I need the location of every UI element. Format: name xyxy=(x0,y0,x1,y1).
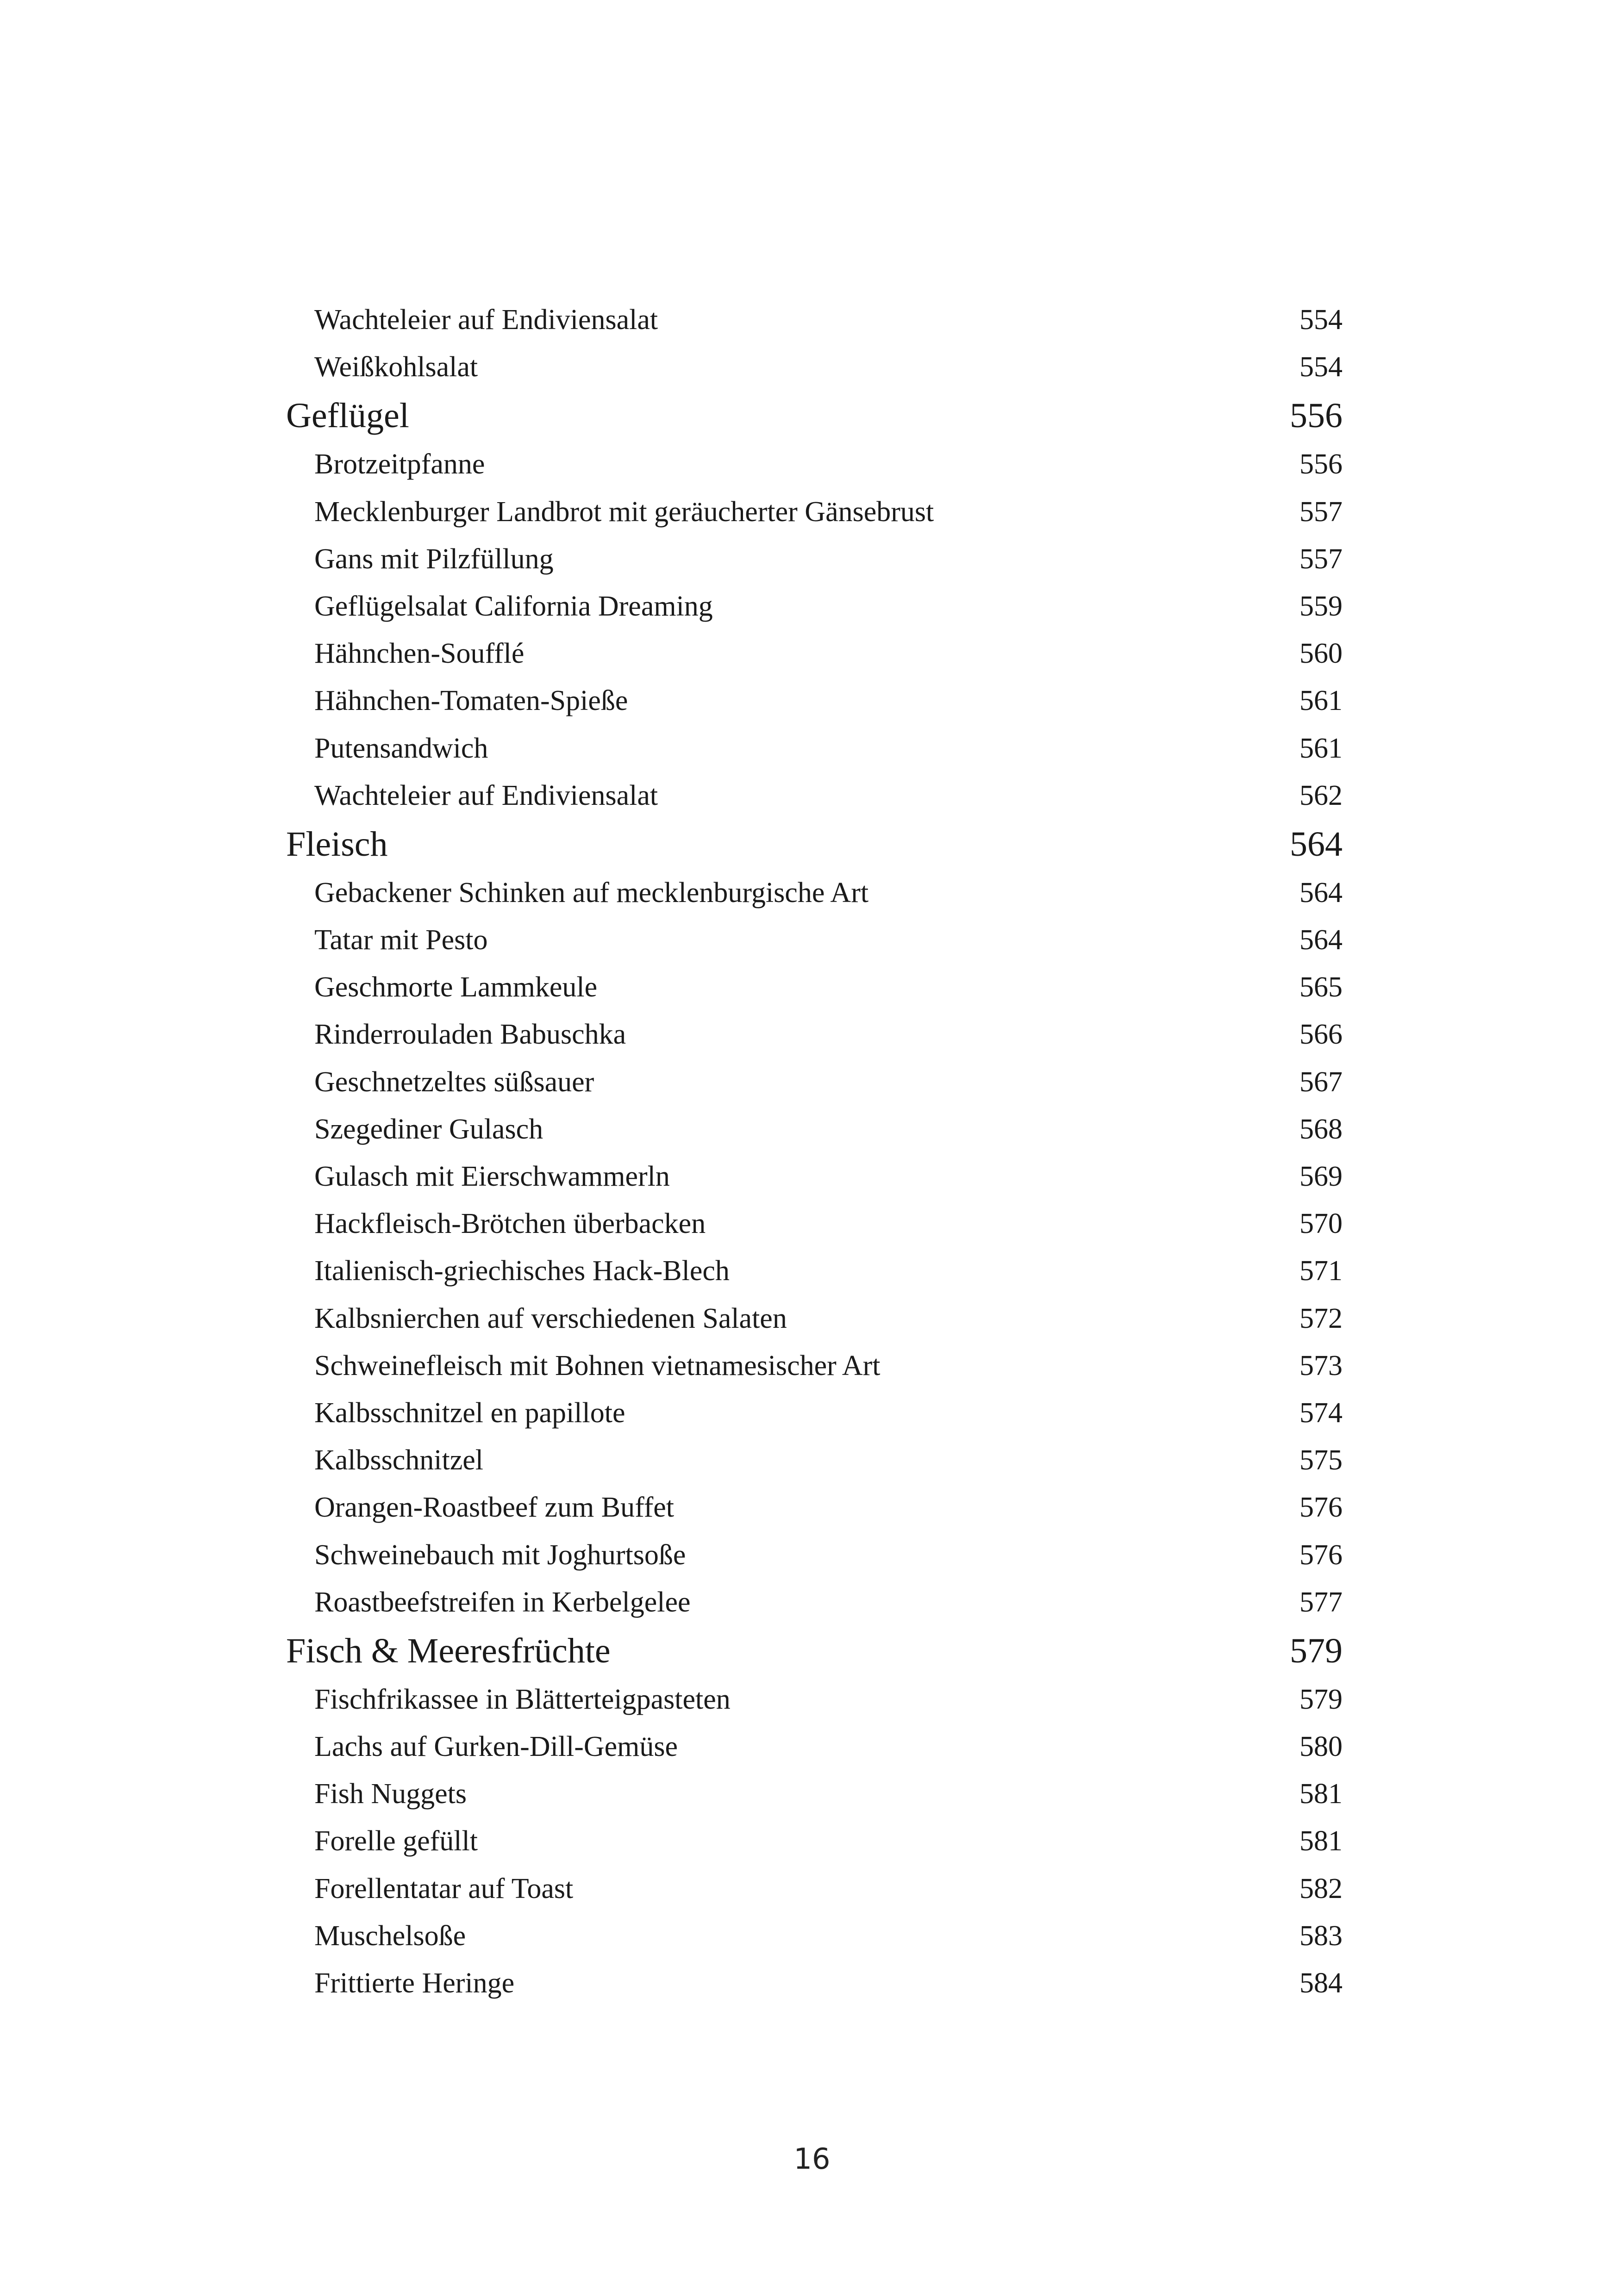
toc-entry[interactable] xyxy=(286,869,1343,916)
entry-page-number: 564 xyxy=(1299,924,1343,956)
entry-page-number: 562 xyxy=(1299,779,1343,811)
toc-entry[interactable] xyxy=(286,1484,1343,1531)
entry-page-number: 574 xyxy=(1299,1397,1343,1429)
entry-page-number: 565 xyxy=(1299,971,1343,1003)
entry-page-number: 582 xyxy=(1299,1873,1343,1904)
entry-title: Wachteleier auf Endiviensalat xyxy=(314,304,658,336)
toc-entry[interactable] xyxy=(286,441,1343,488)
page-number: 16 xyxy=(793,2142,831,2176)
entry-title: Schweinefleisch mit Bohnen vietnamesischer Art xyxy=(314,1350,881,1381)
entry-page-number: 568 xyxy=(1299,1113,1343,1145)
toc-entry[interactable] xyxy=(286,1770,1343,1817)
entry-title: Geschnetzeltes süßsauer xyxy=(314,1066,594,1098)
toc-entry[interactable] xyxy=(286,1531,1343,1579)
toc-entry[interactable] xyxy=(286,1106,1343,1153)
entry-title: Hackfleisch-Brötchen überbacken xyxy=(314,1208,706,1240)
entry-title: Kalbsschnitzel en papillote xyxy=(314,1397,625,1429)
entry-page-number: 580 xyxy=(1299,1731,1343,1763)
toc-section-heading[interactable] xyxy=(286,1626,1343,1676)
entry-title: Orangen-Roastbeef zum Buffet xyxy=(314,1492,675,1524)
entry-page-number: 576 xyxy=(1299,1492,1343,1524)
entry-title: Italienisch-griechisches Hack-Blech xyxy=(314,1255,730,1287)
toc-entry[interactable] xyxy=(286,1723,1343,1770)
entry-page-number: 567 xyxy=(1299,1066,1343,1098)
entry-page-number: 579 xyxy=(1299,1683,1343,1715)
entry-page-number: 561 xyxy=(1299,732,1343,764)
toc-entry[interactable] xyxy=(286,1342,1343,1389)
entry-page-number: 557 xyxy=(1299,496,1343,528)
toc-entry[interactable] xyxy=(286,772,1343,819)
toc-entry[interactable] xyxy=(286,677,1343,724)
entry-title: Fish Nuggets xyxy=(314,1778,467,1810)
toc-entry[interactable] xyxy=(286,1865,1343,1912)
section-title: Fisch & Meeresfrüchte xyxy=(286,1631,611,1670)
toc-entry[interactable] xyxy=(286,1295,1343,1342)
entry-title: Rinderrouladen Babuschka xyxy=(314,1019,626,1051)
entry-page-number: 581 xyxy=(1299,1825,1343,1857)
entry-page-number: 560 xyxy=(1299,638,1343,670)
entry-title: Geschmorte Lammkeule xyxy=(314,971,598,1003)
toc-entry[interactable] xyxy=(286,296,1343,343)
toc-entry[interactable] xyxy=(286,1011,1343,1058)
entry-page-number: 576 xyxy=(1299,1539,1343,1571)
entry-page-number: 561 xyxy=(1299,685,1343,717)
toc-entry[interactable] xyxy=(286,1058,1343,1106)
entry-page-number: 556 xyxy=(1299,448,1343,480)
toc-entry[interactable] xyxy=(286,964,1343,1011)
entry-title: Kalbsschnitzel xyxy=(314,1444,484,1476)
entry-title: Schweinebauch mit Joghurtsoße xyxy=(314,1539,686,1571)
entry-page-number: 583 xyxy=(1299,1920,1343,1952)
entry-title: Gans mit Pilzfüllung xyxy=(314,543,554,575)
toc-entry[interactable] xyxy=(286,1817,1343,1865)
entry-title: Weißkohlsalat xyxy=(314,351,478,383)
entry-title: Fischfrikassee in Blätterteigpasteten xyxy=(314,1683,731,1715)
toc-entry[interactable] xyxy=(286,343,1343,391)
entry-title: Geflügelsalat California Dreaming xyxy=(314,590,713,622)
toc-entry[interactable] xyxy=(286,1389,1343,1437)
entry-title: Lachs auf Gurken-Dill-Gemüse xyxy=(314,1731,678,1763)
entry-page-number: 570 xyxy=(1299,1208,1343,1240)
entry-page-number: 573 xyxy=(1299,1350,1343,1381)
toc-entry[interactable] xyxy=(286,1960,1343,2007)
toc-entry[interactable] xyxy=(286,1200,1343,1247)
entry-title: Brotzeitpfanne xyxy=(314,448,485,480)
section-page-number: 564 xyxy=(1290,824,1343,864)
entry-title: Kalbsnierchen auf verschiedenen Salaten xyxy=(314,1302,787,1334)
toc-entry[interactable] xyxy=(286,1676,1343,1723)
entry-title: Hähnchen-Soufflé xyxy=(314,638,525,670)
entry-page-number: 577 xyxy=(1299,1586,1343,1618)
toc-entry[interactable] xyxy=(286,583,1343,630)
section-title: Fleisch xyxy=(286,824,388,864)
entry-title: Roastbeefstreifen in Kerbelgelee xyxy=(314,1586,691,1618)
toc-entry[interactable] xyxy=(286,916,1343,964)
section-title: Geflügel xyxy=(286,396,409,436)
entry-page-number: 569 xyxy=(1299,1161,1343,1192)
entry-page-number: 557 xyxy=(1299,543,1343,575)
toc-section-heading[interactable] xyxy=(286,391,1343,441)
entry-page-number: 575 xyxy=(1299,1444,1343,1476)
entry-page-number: 571 xyxy=(1299,1255,1343,1287)
entry-title: Muschelsoße xyxy=(314,1920,466,1952)
entry-title: Forelle gefüllt xyxy=(314,1825,478,1857)
entry-title: Frittierte Heringe xyxy=(314,1967,515,1999)
entry-title: Szegediner Gulasch xyxy=(314,1113,543,1145)
entry-title: Gulasch mit Eierschwammerln xyxy=(314,1161,670,1192)
entry-title: Wachteleier auf Endiviensalat xyxy=(314,779,658,811)
entry-page-number: 559 xyxy=(1299,590,1343,622)
entry-page-number: 554 xyxy=(1299,304,1343,336)
toc-entry[interactable] xyxy=(286,630,1343,677)
toc-entry[interactable] xyxy=(286,488,1343,535)
entry-title: Mecklenburger Landbrot mit geräucherter Gänsebrust xyxy=(314,496,934,528)
entry-page-number: 572 xyxy=(1299,1302,1343,1334)
entry-page-number: 554 xyxy=(1299,351,1343,383)
entry-page-number: 566 xyxy=(1299,1019,1343,1051)
entry-title: Forellentatar auf Toast xyxy=(314,1873,574,1904)
entry-title: Tatar mit Pesto xyxy=(314,924,488,956)
entry-title: Hähnchen-Tomaten-Spieße xyxy=(314,685,628,717)
table-of-contents xyxy=(286,296,1343,2007)
section-page-number: 579 xyxy=(1290,1631,1343,1670)
section-page-number: 556 xyxy=(1290,396,1343,436)
toc-entry[interactable] xyxy=(286,725,1343,772)
toc-entry[interactable] xyxy=(286,1437,1343,1484)
toc-entry[interactable] xyxy=(286,1153,1343,1200)
toc-section-heading[interactable] xyxy=(286,819,1343,869)
entry-title: Gebackener Schinken auf mecklenburgische Art xyxy=(314,877,869,908)
toc-entry[interactable] xyxy=(286,1912,1343,1960)
toc-entry[interactable] xyxy=(286,1247,1343,1294)
entry-page-number: 581 xyxy=(1299,1778,1343,1810)
entry-title: Putensandwich xyxy=(314,732,488,764)
toc-entry[interactable] xyxy=(286,535,1343,583)
entry-page-number: 564 xyxy=(1299,877,1343,908)
entry-page-number: 584 xyxy=(1299,1967,1343,1999)
toc-entry[interactable] xyxy=(286,1579,1343,1626)
